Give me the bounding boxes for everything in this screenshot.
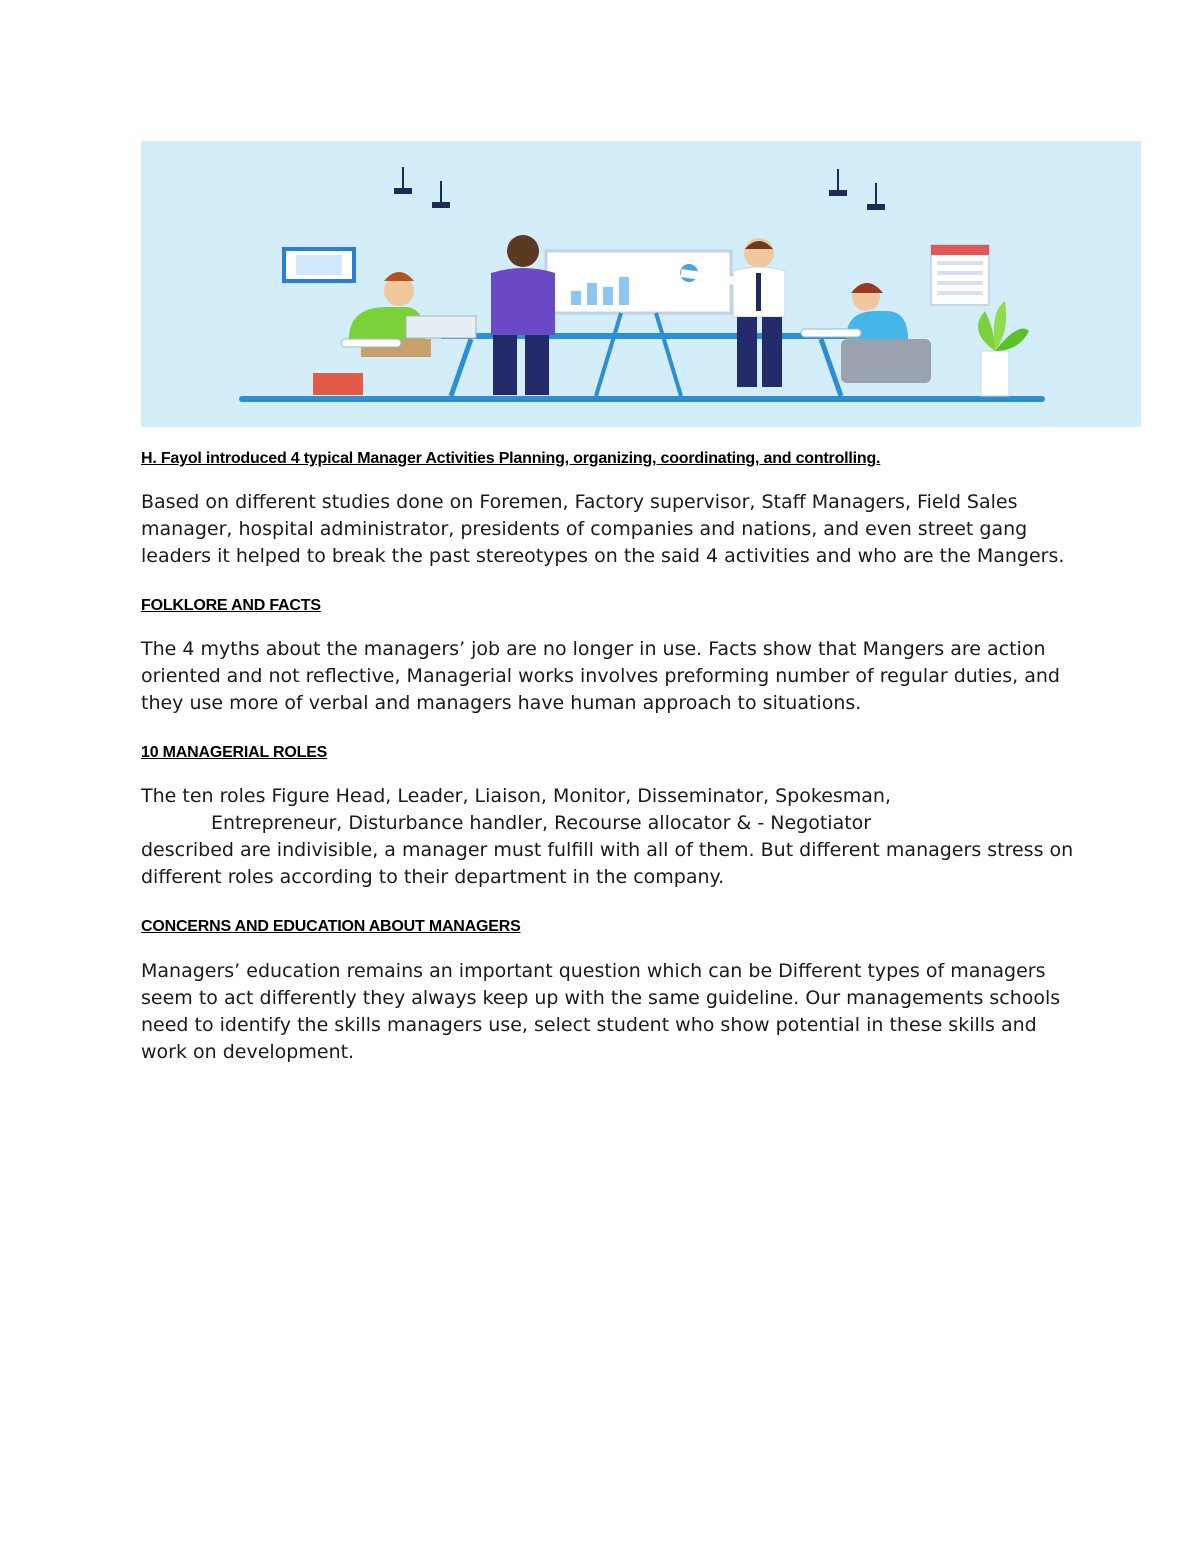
section-heading-fayol: H. Fayol introduced 4 typical Manager Activities Planning, organizing, coordinating, and controlling. <box>141 450 881 467</box>
section-heading-concerns: CONCERNS AND EDUCATION ABOUT MANAGERS <box>141 918 521 935</box>
roles-line-1: The ten roles Figure Head, Leader, Liaison, Monitor, Disseminator, Spokesman, <box>141 785 892 807</box>
roles-line-2: Entrepreneur, Disturbance handler, Recourse allocator & - Negotiator <box>211 812 872 834</box>
illustration-svg <box>141 141 1141 427</box>
section-heading-folklore: FOLKLORE AND FACTS <box>141 597 321 614</box>
team-meeting-illustration <box>141 141 1141 427</box>
section-heading-roles: 10 MANAGERIAL ROLES <box>141 744 328 761</box>
document-body <box>141 448 1081 1066</box>
roles-rest: described are indivisible, a manager must fulfill with all of them. But different managers stress on different roles according to their department in the company. <box>141 839 1074 888</box>
section-paragraph-folklore: The 4 myths about the managers’ job are no longer in use. Facts show that Mangers are action oriented and not reflective, Managerial works involves preforming number of regular duties, and they use more of verbal and managers have human approach to situations. <box>141 638 1060 714</box>
section-paragraph-roles <box>141 783 1081 891</box>
section-paragraph-fayol: Based on different studies done on Foremen, Factory supervisor, Staff Managers, Field Sales manager, hospital administrator, presidents of companies and nations, and even street gang leaders it helped to break the past stereotypes on the said 4 activities and who are the Mangers. <box>141 491 1065 567</box>
section-paragraph-concerns: Managers’ education remains an important question which can be Different types of managers seem to act differently they always keep up with the same guideline. Our managements schools need to identify the skills managers use, select student who show potential in these skills and work on development. <box>141 960 1061 1063</box>
